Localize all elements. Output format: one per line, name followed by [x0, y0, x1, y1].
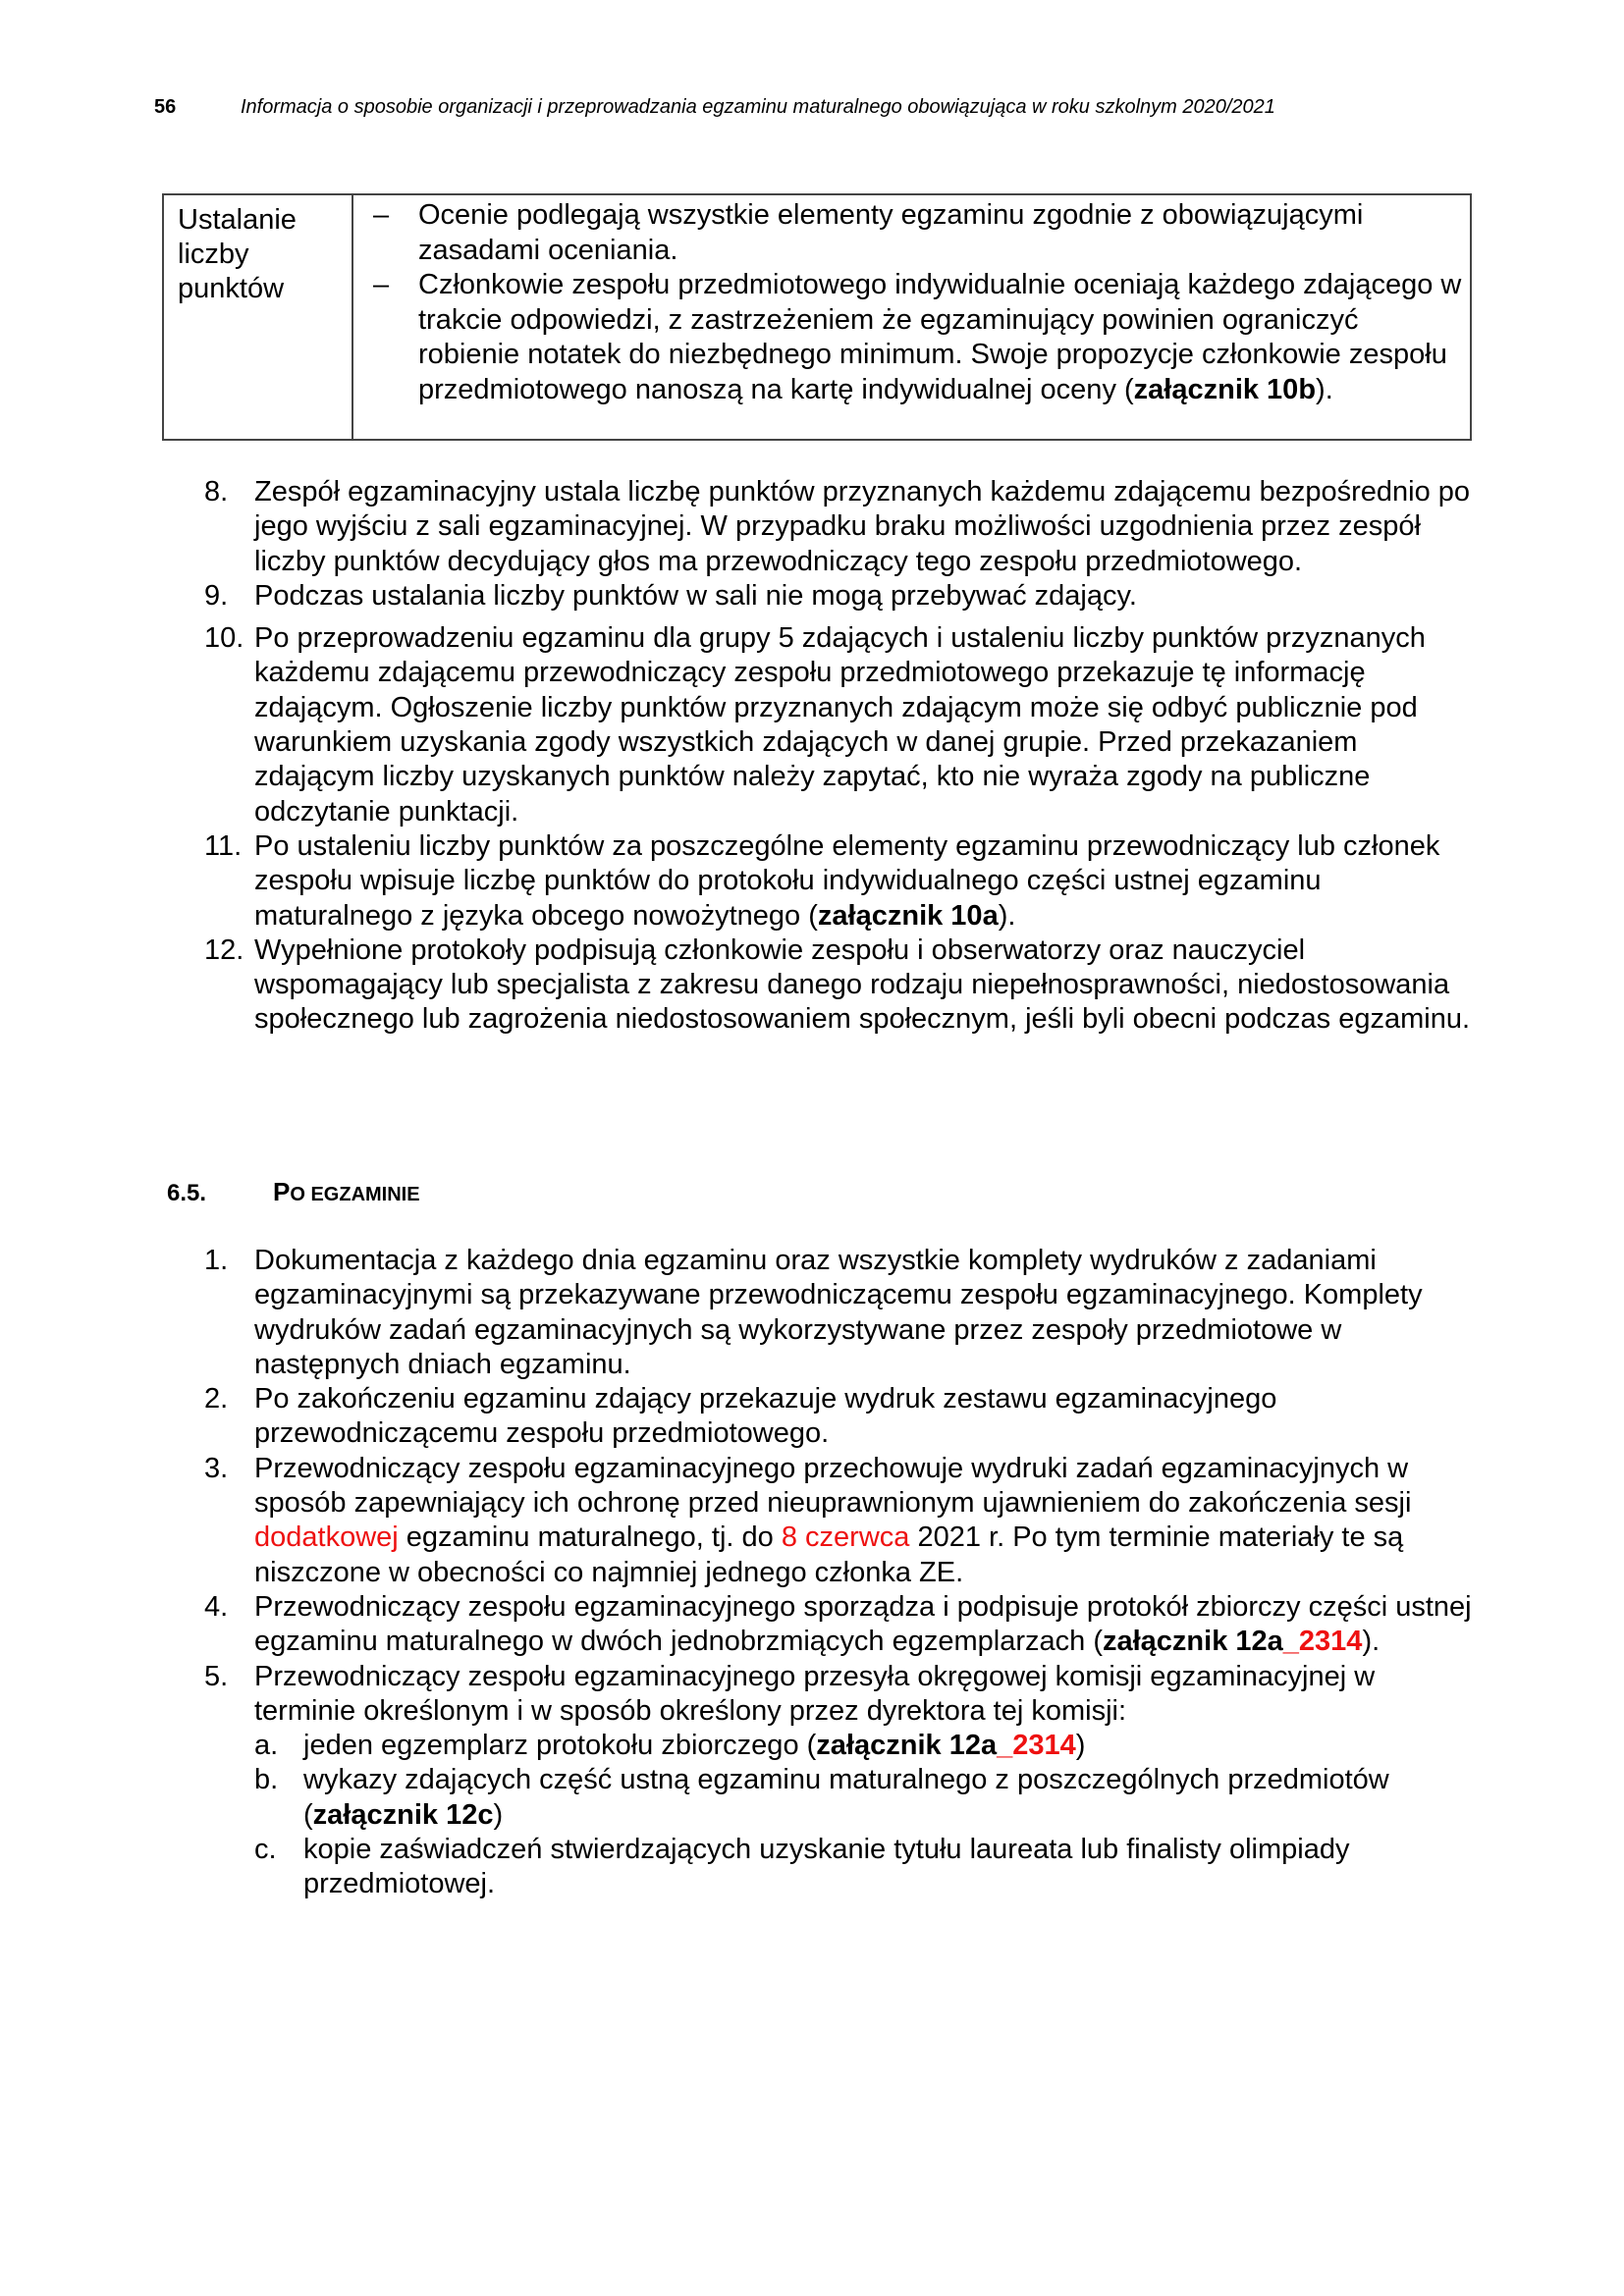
- item-number: 10.: [204, 622, 244, 655]
- table-content-cell: [353, 195, 1470, 439]
- sub-item-text: [303, 1729, 1481, 1763]
- scoring-table: [162, 193, 1472, 441]
- attachment-suffix: _2314: [997, 1730, 1076, 1762]
- attachment-reference: załącznik 12a: [816, 1730, 998, 1762]
- bullet-text: [418, 268, 1462, 407]
- dash-bullet: –: [373, 199, 390, 231]
- running-title: Informacja o sposobie organizacji i przeprowadzania egzaminu maturalnego obowiązująca w roku szkolnym 2020/2021: [241, 96, 1275, 118]
- item-number: 4.: [204, 1590, 229, 1623]
- sub-list-item: [254, 1729, 1481, 1763]
- item-text: Po zakończeniu egzaminu zdający przekazuje wydruk zestawu egzaminacyjnego przewodniczącemu zespołu przedmiotowego.: [254, 1383, 1277, 1450]
- item-text: [254, 1452, 1481, 1590]
- table-label-cell: [164, 195, 353, 439]
- title-rest: O EGZAMINIE: [290, 1184, 420, 1205]
- list-item: [204, 621, 1481, 829]
- list-item: [204, 1660, 1481, 1902]
- attachment-suffix: _2314: [1282, 1626, 1363, 1658]
- text-run: ).: [998, 899, 1016, 932]
- attachment-reference: załącznik 10b: [1133, 373, 1317, 405]
- highlighted-date: 8 czerwca: [781, 1522, 910, 1554]
- list-item: [204, 1382, 1481, 1452]
- sub-item-letter: a.: [254, 1730, 279, 1762]
- numbered-list-after-exam: [204, 1244, 1481, 1902]
- sub-list-item: [254, 1763, 1481, 1833]
- list-item: [204, 579, 1481, 614]
- item-text: Dokumentacja z każdego dnia egzaminu oraz wszystkie komplety wydruków z zadaniami egzaminacyjnymi są przekazywane przewodniczącemu zespołu egzaminacyjnego. Komplety wydruków zadań egzaminacyjnych są wykorzystywane przez zespoły przedmiotowe w następnych dniach egzaminu.: [254, 1245, 1423, 1380]
- title-initial: P: [273, 1177, 291, 1206]
- item-text: Zespół egzaminacyjny ustala liczbę punktów przyznanych każdemu zdającemu bezpośrednio po jego wyjściu z sali egzaminacyjnej. W przypadku braku możliwości uzgodnienia przez zespół liczby punktów decydujący głos ma przewodniczący tego zespołu przedmiotowego.: [254, 476, 1471, 577]
- dash-list-item: [353, 198, 1462, 268]
- sub-item-text: [303, 1763, 1481, 1833]
- list-item: [204, 934, 1481, 1038]
- text-run: egzaminu maturalnego, tj. do: [398, 1522, 782, 1554]
- list-item: [204, 1590, 1481, 1660]
- label-line: punktów: [178, 273, 285, 304]
- text-run: Po ustaleniu liczby punktów za poszczególne elementy egzaminu przewodniczący lub członek zespołu wpisuje liczbę punktów do protokołu indywidualnego części ustnej egzaminu maturalnego z języka obcego nowożytnego (: [254, 829, 1440, 932]
- item-text: Podczas ustalania liczby punktów w sali nie mogą przebywać zdający.: [254, 579, 1137, 612]
- sub-item-letter: c.: [254, 1834, 277, 1866]
- item-body: [254, 1660, 1481, 1902]
- item-text: Po przeprowadzeniu egzaminu dla grupy 5 zdających i ustaleniu liczby punktów przyznanych każdemu zdającemu przewodniczący zespołu przedmiotowego przekazuje tę informację zdającym. Ogłoszenie liczby punktów przyznanych zdającym może się odbyć publicznie pod warunkiem uzyskania zgody wszystkich zdających w danej grupie. Przed przekazaniem zdającym liczby uzyskanych punktów należy zapytać, kto nie wyraża zgody na publiczne odczytanie punktacji.: [254, 622, 1426, 828]
- attachment-reference: załącznik 12a: [1102, 1626, 1283, 1658]
- dash-list-item: [353, 268, 1462, 407]
- item-number: 3.: [204, 1452, 229, 1484]
- sub-item-letter: b.: [254, 1764, 279, 1796]
- label-line: Ustalanie: [178, 204, 297, 236]
- section-title: [273, 1177, 420, 1206]
- item-text: [254, 829, 1481, 934]
- list-item: [204, 1244, 1481, 1382]
- item-number: 9.: [204, 579, 229, 612]
- text-run: ): [1075, 1730, 1086, 1762]
- item-number: 1.: [204, 1245, 229, 1276]
- sub-item-text: kopie zaświadczeń stwierdzających uzyskanie tytułu laureata lub finalisty olimpiady przedmiotowej.: [303, 1834, 1350, 1900]
- item-number: 5.: [204, 1660, 229, 1692]
- item-number: 8.: [204, 476, 229, 507]
- text-run: Przewodniczący zespołu egzaminacyjnego przechowuje wydruki zadań egzaminacyjnych w sposób zapewniający ich ochronę przed nieuprawnionym ujawnieniem do zakończenia sesji: [254, 1452, 1412, 1520]
- attachment-reference: załącznik 12c: [312, 1798, 494, 1831]
- label-line: liczby: [178, 239, 249, 270]
- text-run: ): [493, 1798, 504, 1831]
- highlighted-session: dodatkowej: [254, 1522, 399, 1554]
- text-run: 2021 r. Po tym terminie materiały te są niszczone w obecności co najmniej jednego członka ZE.: [254, 1522, 1404, 1588]
- list-item: [204, 1452, 1481, 1590]
- section-heading: [167, 1177, 420, 1209]
- text-run: ).: [1362, 1626, 1380, 1658]
- text-run: ).: [1316, 373, 1333, 405]
- bullet-text: Ocenie podlegają wszystkie elementy egzaminu zgodnie z obowiązującymi zasadami oceniania.: [418, 199, 1364, 266]
- item-number: 2.: [204, 1383, 229, 1415]
- item-text: Przewodniczący zespołu egzaminacyjnego przesyła okręgowej komisji egzaminacyjnej w terminie określonym i w sposób określony przez dyrektora tej komisji:: [254, 1660, 1376, 1727]
- item-text: [254, 1590, 1481, 1660]
- item-number: 12.: [204, 934, 244, 966]
- sub-list-item: [254, 1833, 1481, 1902]
- item-number: 11.: [204, 829, 243, 862]
- text-run: jeden egzemplarz protokołu zbiorczego (: [303, 1730, 817, 1762]
- dash-bullet: –: [373, 269, 390, 300]
- section-number: 6.5.: [167, 1180, 207, 1206]
- page-header: [154, 94, 1275, 120]
- text-run: Przewodniczący zespołu egzaminacyjnego sporządza i podpisuje protokół zbiorczy części ustnej egzaminu maturalnego w dwóch jednobrzmiących egzemplarzach (: [254, 1590, 1472, 1658]
- list-item: [204, 475, 1481, 579]
- attachment-reference: załącznik 10a: [817, 899, 999, 932]
- text-run: Członkowie zespołu przedmiotowego indywidualnie oceniają każdego zdającego w trakcie odpowiedzi, z zastrzeżeniem że egzaminujący powinien ograniczyć robienie notatek do niezbędnego minimum. Swoje propozycje członkowie zespołu przedmiotowego nanoszą na kartę indywidualnej oceny (: [418, 269, 1462, 405]
- text-run: wykazy zdających część ustną egzaminu maturalnego z poszczególnych przedmiotów (: [303, 1764, 1389, 1831]
- list-item: [204, 829, 1481, 934]
- page-number: 56: [154, 96, 177, 118]
- numbered-list-continued: [204, 475, 1481, 1038]
- item-text: Wypełnione protokoły podpisują członkowie zespołu i obserwatorzy oraz nauczyciel wspomagający lub specjalista z zakresu danego rodzaju niepełnosprawności, niedostosowania społecznego lub zagrożenia niedostosowaniem społecznym, jeśli byli obecni podczas egzaminu.: [254, 934, 1471, 1036]
